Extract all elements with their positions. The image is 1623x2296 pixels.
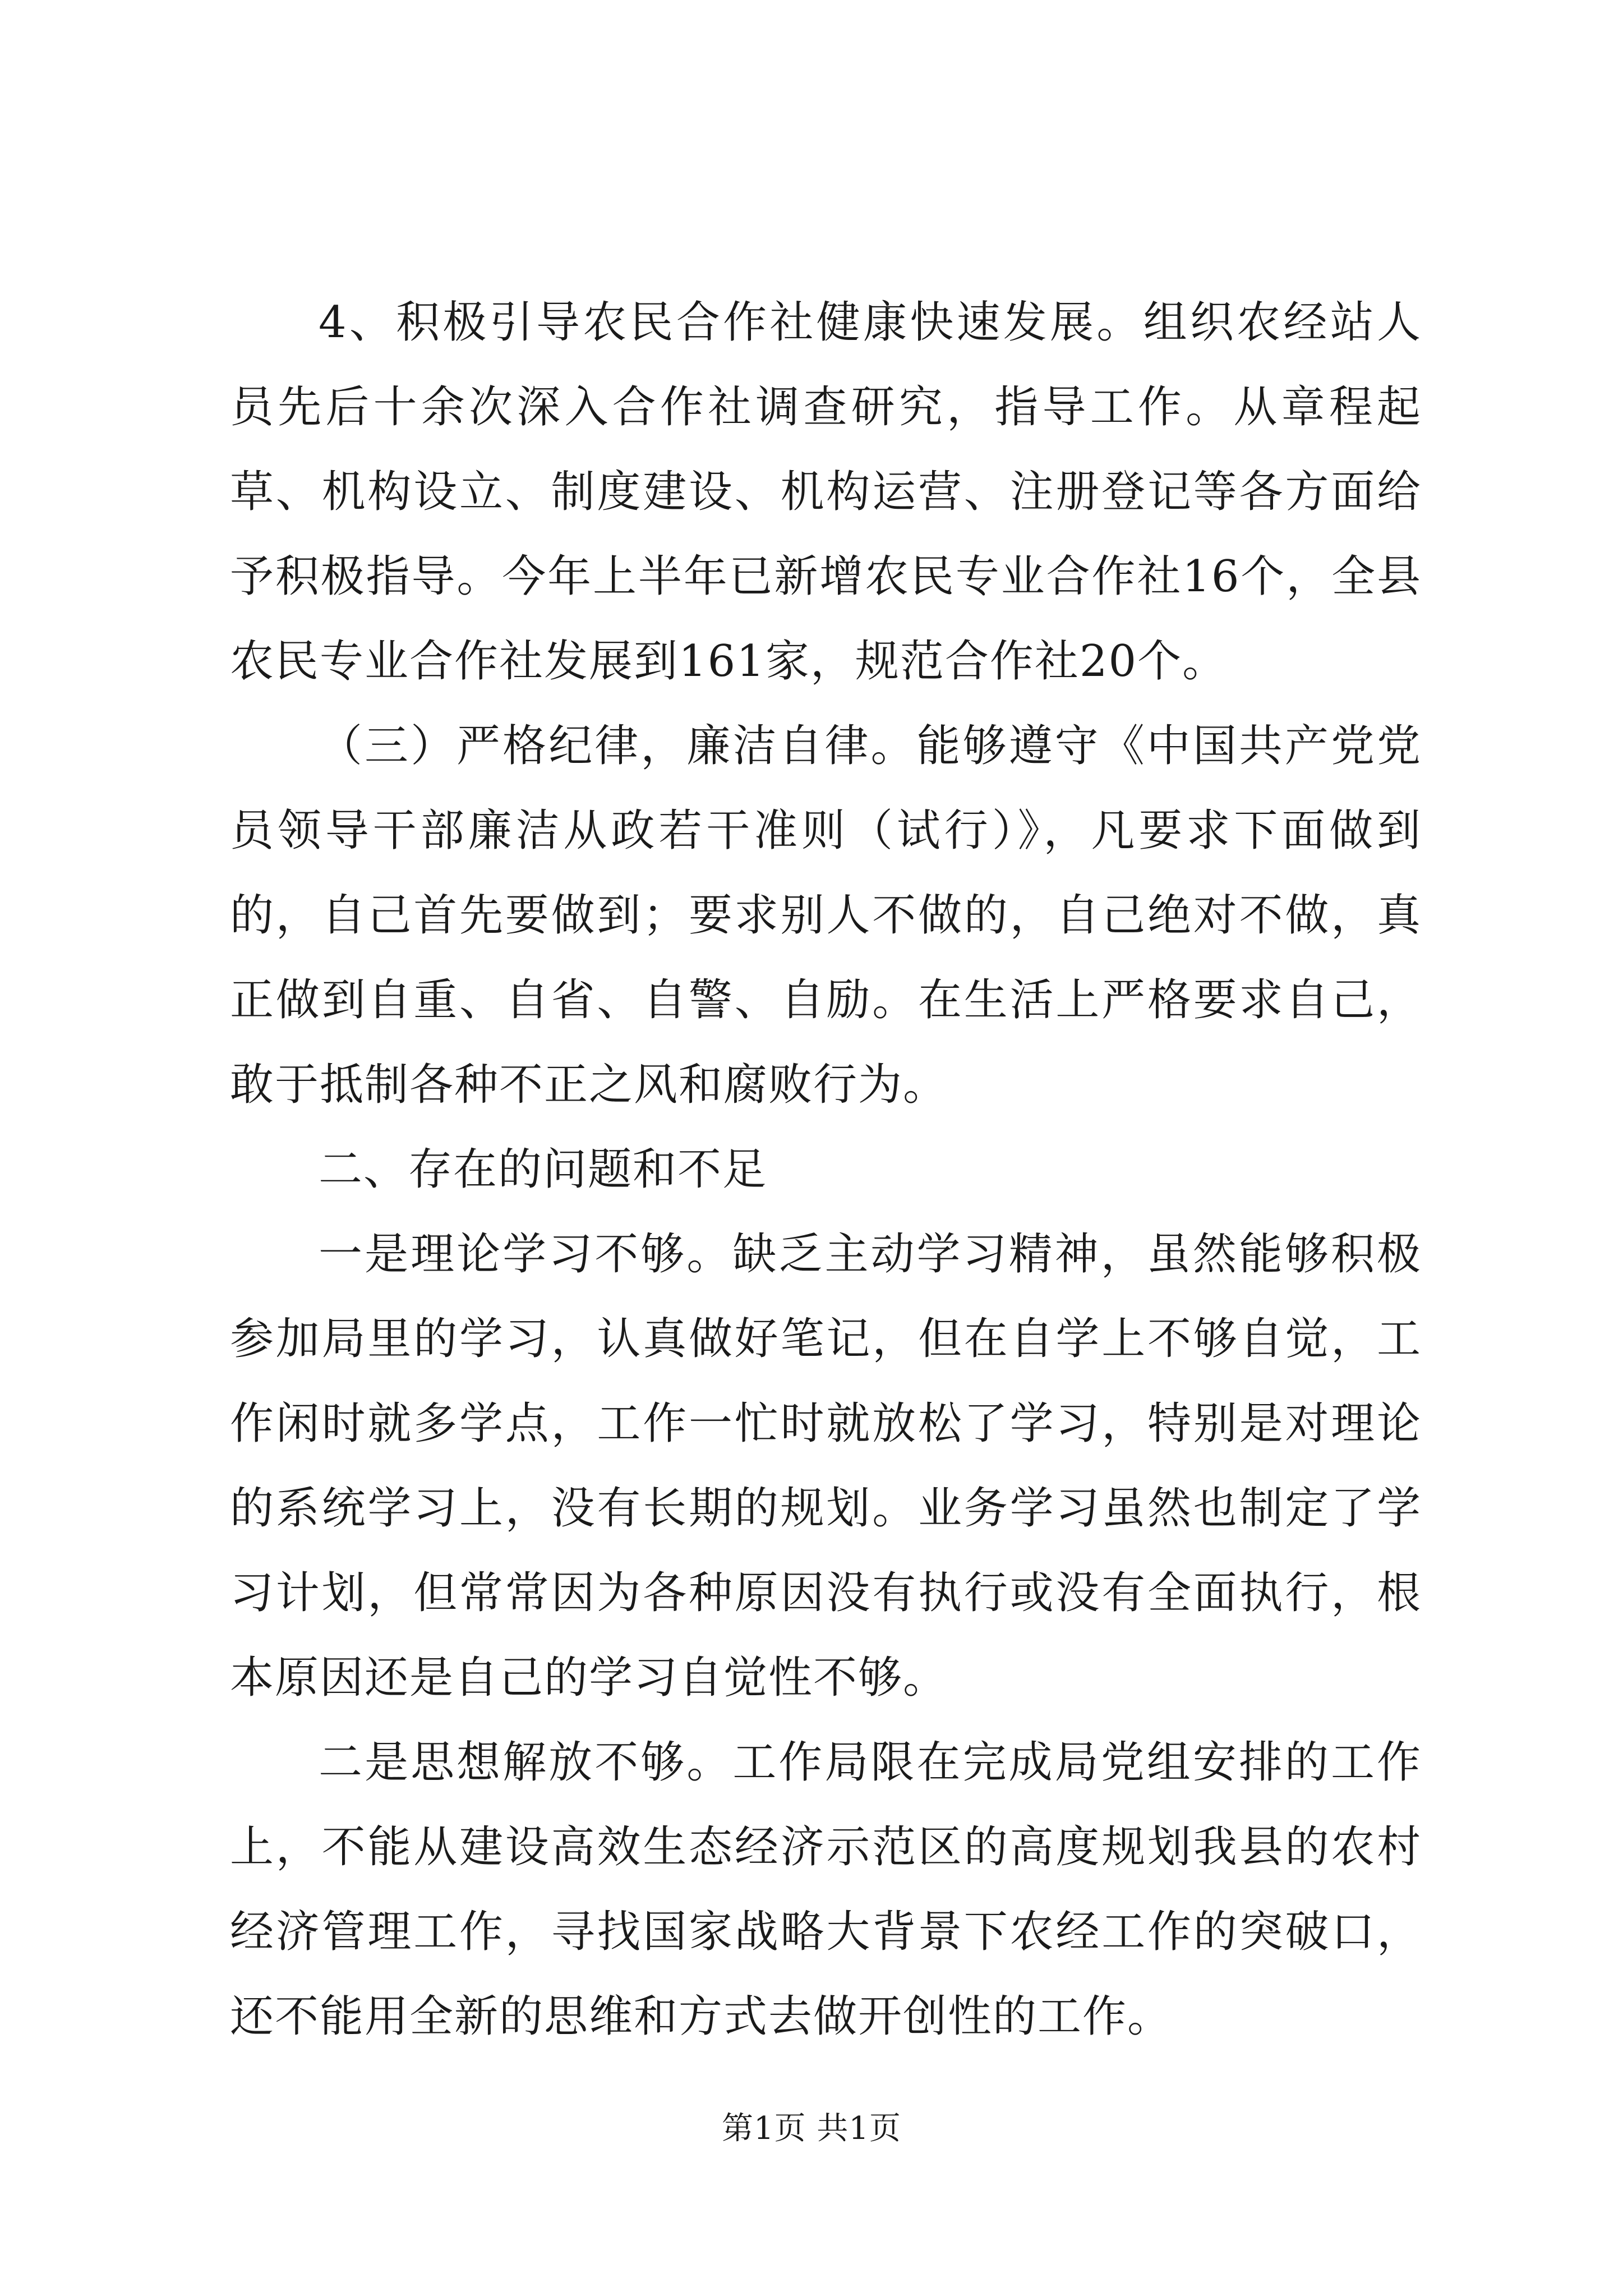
page-footer: 第1页 共1页 — [721, 2110, 902, 2147]
paragraph-thought-liberation: 二是思想解放不够。工作局限在完成局党组安排的工作上，不能从建设高效生态经济示范区的高度规划我县的农村经济管理工作，寻找国家战略大背景下农经工作的突破口，还不能用全新的思维和方式去做开创性的工作。 — [230, 1737, 1422, 2042]
paragraph-theory-study: 一是理论学习不够。缺乏主动学习精神，虽然能够积极参加局里的学习，认真做好笔记，但在自学上不够自觉，工作闲时就多学点，工作一忙时就放松了学习，特别是对理论的系统学习上，没有长期的规划。业务学习虽然也制定了学习计划，但常常因为各种原因没有执行或没有全面执行，根本原因还是自己的学习自觉性不够。 — [230, 1229, 1422, 1703]
paragraph-discipline: （三）严格纪律，廉洁自律。能够遵守《中国共产党党员领导干部廉洁从政若干准则（试行）》，凡要求下面做到的，自己首先要做到；要求别人不做的，自己绝对不做，真正做到自重、自省、自警、自励。在生活上严格要求自己，敢于抵制各种不正之风和腐败行为。 — [230, 721, 1422, 1110]
paragraph-cooperative-development: 4、积极引导农民合作社健康快速发展。组织农经站人员先后十余次深入合作社调查研究，指导工作。从章程起草、机构设立、制度建设、机构运营、注册登记等各方面给予积极指导。今年上半年已新增农民专业合作社16个，全县农民专业合作社发展到161家，规范合作社20个。 — [230, 297, 1422, 687]
section-heading-problems: 二、存在的问题和不足 — [319, 1144, 768, 1195]
document-body — [230, 280, 1422, 2059]
